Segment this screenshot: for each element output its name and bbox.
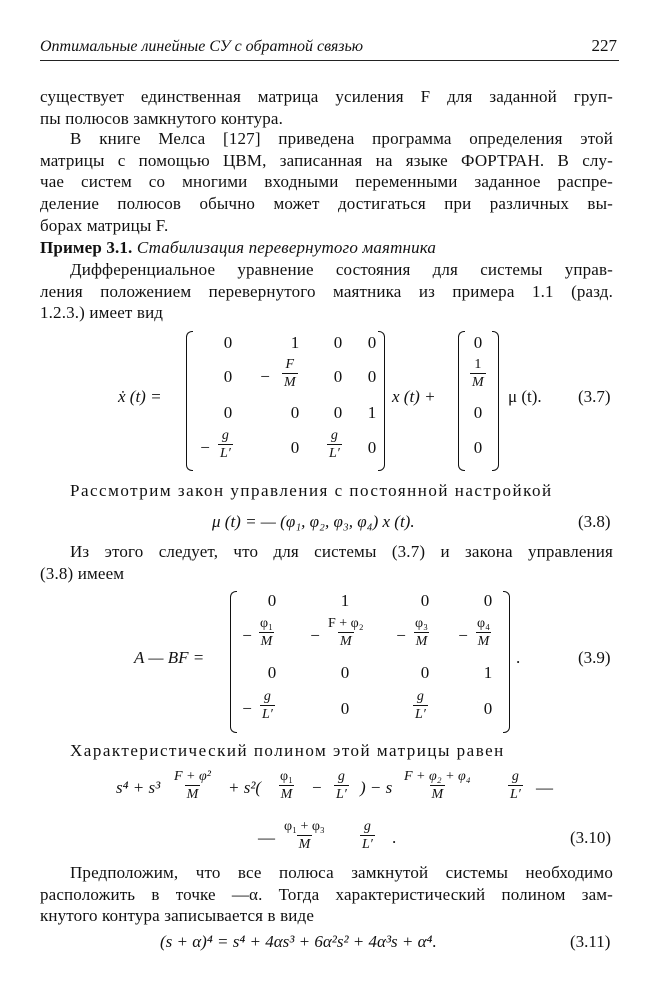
matrix-cell: 0 [367, 367, 377, 386]
numerator: φ₄ [477, 616, 490, 631]
text-line: Характеристический полином этой матрицы равен [70, 741, 505, 760]
vector-cell: 0 [473, 438, 483, 457]
numerator: g [416, 689, 424, 704]
numerator: F [285, 357, 295, 372]
matrix-cell: 0 [290, 438, 300, 457]
eq310-term: . [392, 828, 397, 847]
right-bracket [492, 331, 499, 471]
fraction [172, 768, 213, 803]
text-line: В книге Мелса [127] приведена программа определения этой [70, 129, 613, 148]
matrix-cell: 0 [290, 403, 300, 422]
fraction [258, 615, 275, 650]
text-line: ления положением перевернутого маятника из примера 1.1 (разд. [40, 281, 613, 301]
matrix-cell: 0 [420, 663, 430, 682]
fraction [218, 427, 233, 462]
denominator: L′ [336, 787, 347, 802]
paragraph-4 [70, 480, 615, 502]
paragraph-2 [40, 128, 613, 237]
matrix-cell: 0 [483, 699, 493, 718]
text-line: 1.2.3.) имеет вид [40, 303, 164, 323]
text-line: деление полюсов обычно может достигаться при различных вы- [40, 194, 613, 214]
numerator: g [330, 428, 338, 443]
running-head-title: Оптимальные линейные СУ с обратной связью [40, 38, 364, 55]
denominator: M [298, 837, 311, 852]
numerator: φ₁ [260, 616, 273, 631]
fraction [402, 768, 473, 803]
text-line: пы полюсов замкнутого контура. [40, 108, 284, 128]
equation-number: (3.11) [570, 932, 611, 951]
denominator: M [339, 634, 352, 649]
text-line: Дифференциальное уравнение состояния для системы управ- [70, 260, 613, 279]
text-line: матрицы с помощью ЦВМ, записанная на языке ФОРТРАН. В слу- [40, 150, 613, 170]
minus-sign: − [396, 626, 406, 645]
matrix-cell: 1 [367, 403, 377, 422]
matrix-cell: 0 [367, 333, 377, 352]
fraction [327, 427, 342, 462]
eq310-term: + s²( [228, 778, 262, 797]
denominator: M [260, 634, 273, 649]
paragraph-7 [40, 862, 613, 927]
eq310-term: — [536, 778, 553, 797]
equation-number: (3.10) [570, 828, 612, 847]
denominator: M [280, 787, 293, 802]
eq310-term: ) − s [360, 778, 393, 797]
minus-sign: − [310, 626, 320, 645]
matrix-cell: 0 [267, 591, 277, 610]
numerator: F + φ₂ + φ₄ [404, 769, 471, 784]
matrix-cell: 0 [267, 663, 277, 682]
matrix-cell: 1 [340, 591, 350, 610]
matrix-cell: 0 [333, 333, 343, 352]
numerator: φ₁ [280, 769, 293, 784]
fraction [282, 356, 298, 391]
eq310-term: s⁴ + s³ [116, 778, 161, 797]
matrix-cell: 0 [333, 367, 343, 386]
denominator: L′ [362, 837, 373, 852]
eq37-rhs-end: μ (t). [508, 387, 542, 406]
numerator: φ₁ + φ₃ [284, 819, 325, 834]
text-line: Рассмотрим закон управления с постоянной настройкой [70, 481, 553, 500]
page-number: 227 [591, 36, 617, 55]
eq39-lhs: A — BF = [134, 648, 205, 667]
denominator: M [431, 787, 444, 802]
eq37-lhs: ẋ (t) = [118, 387, 162, 406]
equation-3-8: μ (t) = — (φ₁, φ₂, φ₃, φ₄) x (t). [212, 512, 415, 531]
example-title: Стабилизация перевернутого маятника [136, 238, 437, 257]
denominator: M [415, 634, 428, 649]
fraction [326, 615, 366, 650]
paragraph-1 [40, 86, 613, 129]
paragraph-3 [40, 259, 613, 324]
eq310-term: − [312, 778, 322, 797]
fraction [470, 356, 486, 391]
equation-3-11: (s + α)⁴ = s⁴ + 4αs³ + 6α²s² + 4α³s + α⁴. [160, 932, 437, 951]
vector-cell: 0 [473, 333, 483, 352]
numerator: 1 [474, 357, 482, 372]
example-label: Пример 3.1. [40, 238, 133, 257]
matrix-cell: 1 [483, 663, 493, 682]
minus-sign: − [260, 367, 270, 386]
text-line: существует единственная матрица усиления F для заданной груп- [40, 87, 613, 106]
paragraph-5 [40, 541, 613, 584]
matrix-cell: 0 [333, 403, 343, 422]
denominator: M [186, 787, 199, 802]
denominator: M [477, 634, 490, 649]
denominator: L′ [262, 707, 273, 722]
matrix-cell: 0 [340, 663, 350, 682]
paragraph-6 [70, 740, 615, 762]
denominator: L′ [220, 446, 231, 461]
matrix-cell: 0 [223, 367, 233, 386]
numerator: g [263, 689, 271, 704]
numerator: g [511, 769, 519, 784]
fraction [508, 768, 523, 803]
numerator: F + φ² [174, 769, 211, 784]
fraction [475, 615, 492, 650]
left-bracket [230, 591, 237, 733]
text-line: расположить в точке —α. Тогда характеристический полином зам- [40, 884, 613, 904]
example-heading [40, 237, 613, 259]
matrix-cell: 0 [223, 403, 233, 422]
matrix-cell: 1 [290, 333, 300, 352]
minus-sign: − [458, 626, 468, 645]
vector-cell: 0 [473, 403, 483, 422]
matrix-cell: 0 [223, 333, 233, 352]
eq39-tail: . [516, 648, 521, 667]
eq37-mid: x (t) + [392, 387, 436, 406]
equation-3-7 [0, 325, 659, 475]
denominator: L′ [329, 446, 340, 461]
minus-sign: − [200, 438, 210, 457]
equation-3-9 [0, 585, 659, 735]
fraction [334, 768, 349, 803]
denominator: L′ [415, 707, 426, 722]
minus-sign: − [242, 626, 252, 645]
fraction [278, 768, 295, 803]
fraction [282, 818, 327, 853]
equation-number: (3.7) [578, 387, 611, 406]
right-bracket [503, 591, 510, 733]
left-bracket [458, 331, 465, 471]
numerator: g [363, 819, 371, 834]
left-bracket [186, 331, 193, 471]
equation-number: (3.8) [578, 512, 611, 531]
text-line: кнутого контура записывается в виде [40, 906, 315, 926]
fraction [260, 688, 275, 723]
denominator: M [472, 375, 484, 390]
text-line: Предположим, что все полюса замкнутой системы необходимо [70, 863, 613, 882]
matrix-cell: 0 [420, 591, 430, 610]
numerator: g [337, 769, 345, 784]
equation-3-10 [0, 766, 659, 866]
running-head [40, 36, 619, 61]
fraction [413, 688, 428, 723]
text-line: борах матрицы F. [40, 215, 169, 235]
fraction [413, 615, 430, 650]
minus-sign: − [242, 699, 252, 718]
text-line: (3.8) имеем [40, 563, 125, 583]
numerator: g [221, 428, 229, 443]
fraction [360, 818, 375, 853]
matrix-cell: 0 [340, 699, 350, 718]
denominator: M [284, 375, 296, 390]
numerator: F + φ₂ [328, 616, 364, 631]
eq310-term: — [258, 828, 275, 847]
text-line: чае систем со многими входными переменными заданное распре- [40, 172, 613, 192]
equation-number: (3.9) [578, 648, 611, 667]
numerator: φ₃ [415, 616, 428, 631]
text-line: Из этого следует, что для системы (3.7) и закона управления [70, 542, 613, 561]
matrix-cell: 0 [367, 438, 377, 457]
matrix-cell: 0 [483, 591, 493, 610]
denominator: L′ [510, 787, 521, 802]
